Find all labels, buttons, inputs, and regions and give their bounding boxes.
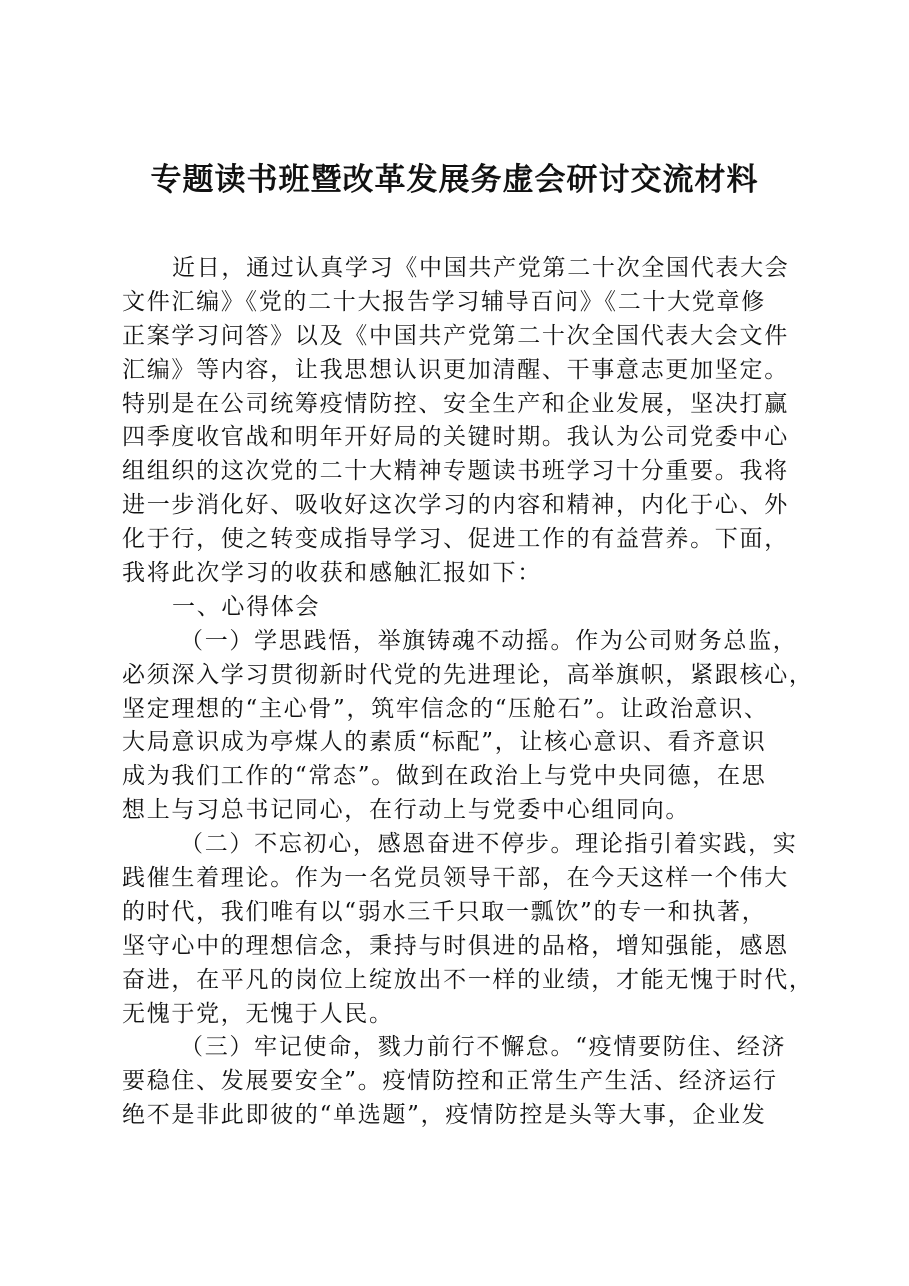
text-line: 坚守心中的理想信念，秉持与时俱进的品格，增知强能，感恩: [122, 932, 789, 959]
text-line: 无愧于党，无愧于人民。: [122, 1000, 394, 1027]
text-line: 要稳住、发展要安全”。疫情防控和正常生产生活、经济运行: [122, 1068, 778, 1095]
text-line: 奋进，在平凡的岗位上绽放出不一样的业绩，才能无愧于时代，: [122, 966, 814, 993]
document-title: 专题读书班暨改革发展务虚会研讨交流材料: [150, 162, 759, 198]
text-line: 近日，通过认真学习《中国共产党第二十次全国代表大会: [172, 255, 790, 281]
text-line: 文件汇编》《党的二十大报告学习辅导百问》《二十大党章修: [122, 288, 766, 315]
text-line: 组组织的这次党的二十大精神专题读书班学习十分重要。我将: [122, 458, 789, 485]
text-line: 想上与习总书记同心，在行动上与党委中心组同向。: [122, 797, 691, 824]
text-line: 化于行，使之转变成指导学习、促进工作的有益营养。下面，: [122, 526, 789, 553]
section-heading: 一、心得体会: [172, 593, 321, 620]
subsection-heading-2: （二）不忘初心，感恩奋进不停步。理论指引着实践，实: [180, 831, 798, 858]
document-body: [122, 252, 814, 1133]
text-line: 绝不是非此即彼的“单选题”，疫情防控是头等大事，企业发: [122, 1102, 767, 1129]
text-line: 践催生着理论。作为一名党员领导干部，在今天这样一个伟大: [122, 865, 789, 892]
text-line: 四季度收官战和明年开好局的关键时期。我认为公司党委中心: [122, 424, 789, 451]
text-line: 进一步消化好、吸收好这次学习的内容和精神，内化于心、外: [122, 492, 789, 519]
text-line: 我将此次学习的收获和感触汇报如下：: [122, 560, 542, 587]
text-line: 正案学习问答》以及《中国共产党第二十次全国代表大会文件: [122, 322, 789, 349]
text-line: 的时代，我们唯有以“弱水三千只取一瓢饮”的专一和执著，: [122, 898, 767, 925]
text-line: 坚定理想的“主心骨”，筑牢信念的“压舱石”。让政治意识、: [122, 695, 769, 722]
text-line: 汇编》等内容，让我思想认识更加清醒、干事意志更加坚定。: [122, 356, 789, 383]
text-line: 必须深入学习贯彻新时代党的先进理论，高举旗帜，紧跟核心，: [122, 661, 814, 688]
subsection-heading-3: （三）牢记使命，戮力前行不懈怠。“疫情要防住、经济: [180, 1034, 787, 1061]
text-line: 特别是在公司统筹疫情防控、安全生产和企业发展，坚决打赢: [122, 390, 789, 417]
text-line: 成为我们工作的“常态”。做到在政治上与党中央同德，在思: [122, 763, 767, 790]
subsection-heading-1: （一）学思践悟，举旗铸魂不动摇。作为公司财务总监，: [180, 627, 798, 654]
text-line: 大局意识成为亭煤人的素质“标配”，让核心意识、看齐意识: [122, 729, 767, 756]
